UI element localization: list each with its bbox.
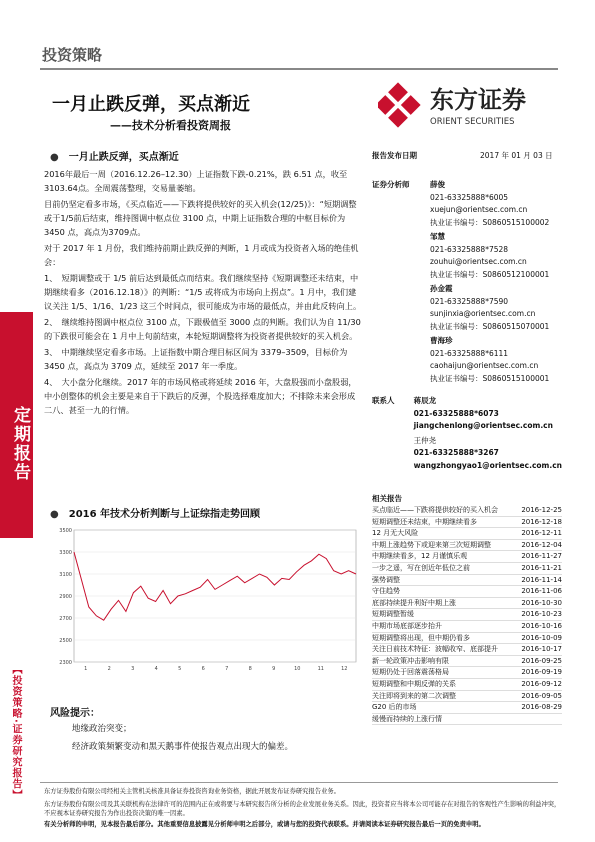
related-item[interactable]: 一步之遥，写在创近年低位之前 2016-11-21 [372,563,562,575]
y-tick-label: 2900 [59,594,72,600]
logo-english: ORIENT SECURITIES [430,117,515,127]
related-item[interactable]: 短期调整暂缓 2016-10-23 [372,609,562,621]
footer-line: 东方证券股份有限公司经相关主管机关核准具备证券投资咨询业务资格，据此开展发布证券研究报告业务。 [44,788,340,795]
analysts-label: 证券分析师 [372,180,410,189]
related-list [372,505,562,725]
x-tick-label: 7 [225,666,229,672]
contact: 王仲尧 021-63325888*3267 wangzhongyao1@orientsec.com.cn [413,435,562,470]
x-tick-label: 8 [248,666,252,672]
related-item[interactable]: 关注即将到来的第二次调整 2016-09-05 [372,691,562,703]
meta-panel [372,150,562,477]
footer-rule [40,782,558,783]
x-tick-label: 10 [294,666,301,672]
heading-weekly: ● 一月止跌反弹，买点渐近 [44,148,362,163]
y-tick-label: 2700 [59,616,72,622]
paragraph: 2016年最后一周（2016.12.26–12.30）上证指数下跌-0.21%，跌 6.51 点，收至 3103.64点。全周震荡整理，交易量萎缩。 [44,169,348,193]
y-tick-label: 2300 [59,660,72,666]
chart-heading: ● 2016 年技术分析判断与上证综指走势回顾 [44,505,260,520]
risk-item: 地缘政治突变； [72,724,132,734]
related-item[interactable]: 中期继续看多，12 月谨慎乐观 2016-11-27 [372,551,562,563]
paragraph: 2、 继续维持图调中枢点位 3100 点，下跟极值至 3000 点的判断。我们认为自 11/30 的下跌很可能会在 1 月中上旬前结束，本轮短期调整将为投资者提供较好的买入机会。 [44,317,361,341]
analyst: 薛俊 021-63325888*6005 xuejun@orientsec.com.cn 执业证书编号：S0860515100002 [430,180,550,227]
related-item[interactable]: 缓慢而持续的上涨行情 [372,714,562,726]
related-item[interactable]: G20 后的市场 2016-08-29 [372,702,562,714]
related-item[interactable]: 中期市场底部逐步抬升 2016-10-16 [372,621,562,633]
related-item[interactable]: 关注日前技术特征：波幅收窄、底部提升 2016-10-17 [372,644,562,656]
related-item[interactable]: 12 月无大风险 2016-12-11 [372,528,562,540]
paragraph: 4、 大小盘分化继续。2017 年的市场风格或将延续 2016 年，大盘股强而小盘股弱，中小创整体的机会主要是来自于下跌后的反弹，个股选择难度加大；不排除未来会形成二八、甚至一九的行情。 [44,377,357,415]
series-line [74,552,356,620]
header-rule [40,68,558,70]
paragraph: 对于 2017 年 1 月份，我们维持前期止跌反弹的判断，1 月或成为投资者入场的绝佳机会： [44,243,359,267]
paragraph: 1、 短期调整或于 1/5 前后达到最低点而结束。我们继续坚持《短期调整还未结束，中期继续看多（2016.12.18）》的判断：“1/5 或将成为市场向上拐点”。1 月中，我们建议关注 1/5、1/16、1/23 这三个时间点，很可能成为市场的最低点，并由此反转向上。 [44,273,362,311]
related-item[interactable]: 买点临近——下跌将提供较好的买入机会 2016-12-25 [372,505,562,517]
y-tick-label: 3100 [59,572,72,578]
paragraph: 目前仍坚定看多市场，《买点临近——下跌将提供较好的买入机会(12/25)》：“短期调整或于1/5前后结束，维持图调中枢点位 3100 点，中期上证指数合理的中枢目标价为 3450 点，高点为3709点。 [44,199,357,237]
side-tag: 【投资策略·证券研究报告】 [10,664,21,801]
report-subtitle: ——技术分析看投资周报 [110,119,231,132]
x-tick-label: 3 [131,666,135,672]
contacts-label: 联系人 [372,396,395,405]
related-item[interactable]: 短期调整还未结束，中期继续看多 2016-12-18 [372,517,562,529]
risk-item: 经济政策频繁变动和黑天鹅事件使报告观点出现大的偏差。 [72,742,294,752]
x-tick-label: 12 [341,666,348,672]
logo-text: 东方证券 [430,86,526,114]
related-item[interactable]: 强势调整 2016-11-14 [372,575,562,587]
x-tick-label: 2 [107,666,111,672]
date-label: 报告发布日期 [372,151,417,160]
analyst: 邹慧 021-63325888*7528 zouhui@orientsec.com.cn 执业证书编号：S0860512100001 [430,232,550,279]
footer-line: 东方证券股份有限公司及其关联机构在法律许可的范围内正在或将要与本研究报告所分析的企业发展业务关系。因此，投资者应当将本公司可能存在对报告的客观性产生影响的利益冲突，不应视本证券研究报告为作出投资决策的唯一因素。 [44,801,561,817]
main-body [44,148,362,419]
y-tick-label: 2500 [59,638,72,644]
x-tick-label: 5 [178,666,182,672]
risk-heading: 风险提示： [50,708,100,719]
company-logo [378,80,558,130]
x-tick-label: 6 [201,666,205,672]
side-label: 定期报告 [0,312,33,538]
related-title: 相关报告 [372,494,402,503]
footer-line: 有关分析师的申明，见本报告最后部分。其他重要信息披露见分析师申明之后部分，或请与您的投资代表联系。并请阅读本证券研究报告最后一页的免责申明。 [44,821,485,828]
paragraph: 3、 中期继续坚定看多市场。上证指数中期合理目标区间为 3379–3509，目标价为 3450 点，高点为 3709 点，延续至 2017 年一季度。 [44,347,348,371]
index-chart [44,522,362,682]
x-tick-label: 11 [317,666,324,672]
report-date: 2017 年 01 月 03 日 [480,151,553,160]
logo-mark-icon [378,82,421,127]
x-tick-label: 1 [84,666,88,672]
contact: 蒋辰龙 021-63325888*6073 jiangchenlong@orientsec.com.cn [413,396,553,430]
report-title: 一月止跌反弹，买点渐近 [52,94,250,115]
related-item[interactable]: 底部持续提升利好中期上涨 2016-10-30 [372,598,562,610]
related-item[interactable]: 短期调整将出现，但中期仍看多 2016-10-09 [372,633,562,645]
y-tick-label: 3300 [59,550,72,556]
related-item[interactable]: 新一轮政策冲击影响有限 2016-09-25 [372,656,562,668]
x-tick-label: 9 [272,666,276,672]
analyst: 孙金霞 021-63325888*7590 sunjinxia@orientsec.com.cn 执业证书编号：S0860515070001 [430,284,550,331]
related-item[interactable]: 守住趋势 2016-11-06 [372,586,562,598]
y-tick-label: 3500 [59,528,72,534]
related-item[interactable]: 中期上涨趋势下或迎来第三次短期调整 2016-12-04 [372,540,562,552]
analyst: 曹海珍 021-63325888*6111 caohaijun@orientsec.com.cn 执业证书编号：S0860515100001 [430,336,550,383]
related-item[interactable]: 短期仍处于回落震荡格局 2016-09-19 [372,667,562,679]
x-tick-label: 4 [154,666,158,672]
section-title: 投资策略 [42,46,103,64]
related-item[interactable]: 短期调整和中期反弹的关系 2016-09-12 [372,679,562,691]
